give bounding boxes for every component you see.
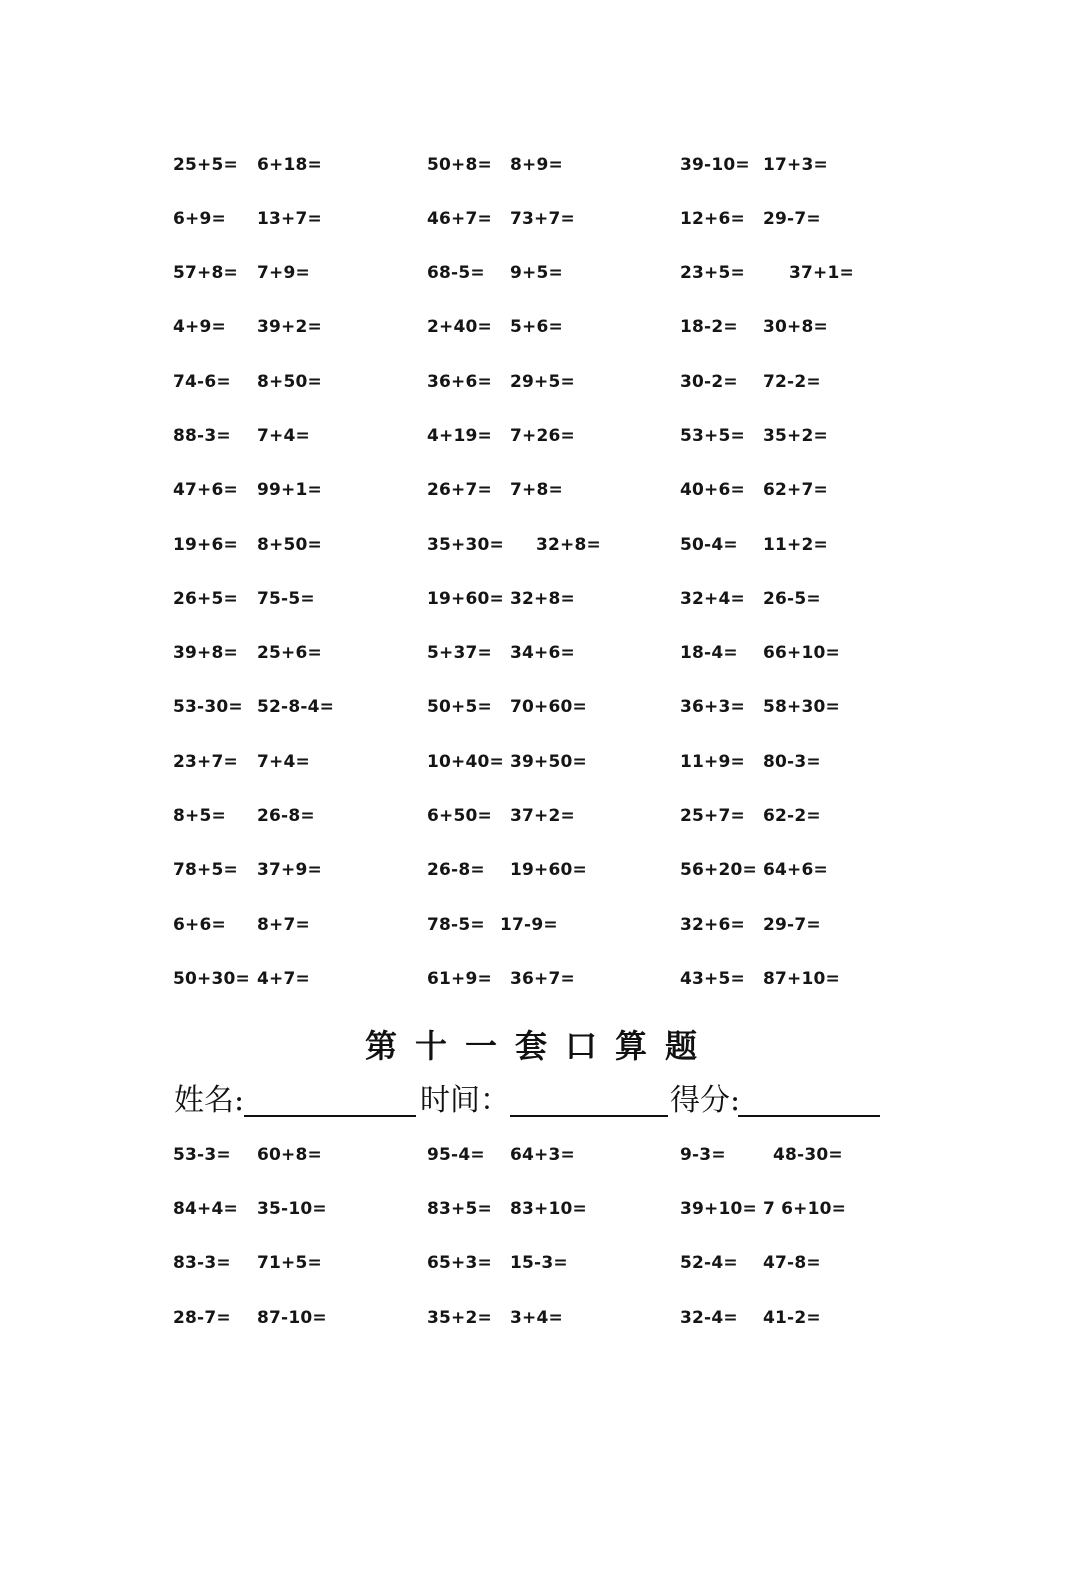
problem: 4+19=: [427, 426, 492, 446]
set-title: 第十一套口算题: [364, 1027, 715, 1065]
problem: 53-3=: [173, 1145, 231, 1165]
problem: 62+7=: [763, 480, 828, 500]
problem: 75-5=: [257, 589, 315, 609]
problem-row: [0, 203, 1080, 235]
problem: 35+30=: [427, 535, 505, 555]
problem: 35+2=: [427, 1308, 492, 1328]
problem: 57+8=: [173, 263, 238, 283]
problem: 12+6=: [680, 209, 745, 229]
problem: 29+5=: [510, 372, 575, 392]
problem: 41-2=: [763, 1308, 821, 1328]
problem: 5+6=: [510, 317, 563, 337]
problem: 68-5=: [427, 263, 485, 283]
problem: 39+8=: [173, 643, 238, 663]
problem: 6+50=: [427, 806, 492, 826]
problem: 37+9=: [257, 860, 322, 880]
problem: 71+5=: [257, 1253, 322, 1273]
problem: 70+60=: [510, 697, 588, 717]
problem: 19+60=: [427, 589, 505, 609]
problem-row: [0, 963, 1080, 995]
problem: 8+50=: [257, 372, 322, 392]
problem: 6+6=: [173, 915, 226, 935]
problem: 4+9=: [173, 317, 226, 337]
problem: 39-10=: [680, 155, 750, 175]
problem-row: [0, 1302, 1080, 1334]
problem: 50+5=: [427, 697, 492, 717]
problem-row: [0, 1193, 1080, 1225]
problem: 7+9=: [257, 263, 310, 283]
problem-row: [0, 529, 1080, 561]
problem: 5+37=: [427, 643, 492, 663]
problem-row: [0, 420, 1080, 452]
problem: 83-3=: [173, 1253, 231, 1273]
problem: 17+3=: [763, 155, 828, 175]
problem: 43+5=: [680, 969, 745, 989]
problem: 47-8=: [763, 1253, 821, 1273]
problem: 37+1=: [789, 263, 854, 283]
problem: 53-30=: [173, 697, 243, 717]
problem-row: [0, 257, 1080, 289]
problem: 73+7=: [510, 209, 575, 229]
problem: 74-6=: [173, 372, 231, 392]
problem: 23+5=: [680, 263, 745, 283]
problem-row: [0, 746, 1080, 778]
problem: 60+8=: [257, 1145, 322, 1165]
problem: 8+9=: [510, 155, 563, 175]
time-label: 时间：: [420, 1083, 510, 1118]
problem: 61+9=: [427, 969, 492, 989]
problem-row: [0, 311, 1080, 343]
problem-row: [0, 1247, 1080, 1279]
problem: 83+5=: [427, 1199, 492, 1219]
problem-row: [0, 366, 1080, 398]
problem-row: [0, 854, 1080, 886]
problem: 35+2=: [763, 426, 828, 446]
problem: 30-2=: [680, 372, 738, 392]
problem: 26-8=: [257, 806, 315, 826]
problem: 78+5=: [173, 860, 238, 880]
problem: 6+18=: [257, 155, 322, 175]
problem-row: [0, 691, 1080, 723]
problem: 25+6=: [257, 643, 322, 663]
problem: 23+7=: [173, 752, 238, 772]
time-blank[interactable]: [510, 1115, 668, 1117]
problem: 26+5=: [173, 589, 238, 609]
problem: 32+6=: [680, 915, 745, 935]
problem: 99+1=: [257, 480, 322, 500]
problem: 64+3=: [510, 1145, 575, 1165]
problem: 7 6+10=: [763, 1199, 847, 1219]
problem: 25+7=: [680, 806, 745, 826]
name-blank[interactable]: [244, 1115, 416, 1117]
problem: 18-4=: [680, 643, 738, 663]
problem: 17-9=: [500, 915, 558, 935]
problem: 39+2=: [257, 317, 322, 337]
problem: 95-4=: [427, 1145, 485, 1165]
problem-row: [0, 800, 1080, 832]
problem: 84+4=: [173, 1199, 238, 1219]
problem: 83+10=: [510, 1199, 588, 1219]
problem: 62-2=: [763, 806, 821, 826]
problem: 56+20=: [680, 860, 758, 880]
problem: 26+7=: [427, 480, 492, 500]
problem: 26-5=: [763, 589, 821, 609]
problem: 15-3=: [510, 1253, 568, 1273]
problem: 9+5=: [510, 263, 563, 283]
problem: 7+26=: [510, 426, 575, 446]
problem: 58+30=: [763, 697, 841, 717]
problem-row: [0, 1139, 1080, 1171]
problem: 34+6=: [510, 643, 575, 663]
student-info-row: [172, 1080, 892, 1124]
problem: 32-4=: [680, 1308, 738, 1328]
problem: 19+6=: [173, 535, 238, 555]
problem: 65+3=: [427, 1253, 492, 1273]
name-label: 姓名:: [174, 1083, 245, 1118]
problem: 11+2=: [763, 535, 828, 555]
problem: 18-2=: [680, 317, 738, 337]
problem: 40+6=: [680, 480, 745, 500]
problem: 4+7=: [257, 969, 310, 989]
problem: 10+40=: [427, 752, 505, 772]
problem: 7+8=: [510, 480, 563, 500]
problem: 19+60=: [510, 860, 588, 880]
problem: 50-4=: [680, 535, 738, 555]
problem: 36+6=: [427, 372, 492, 392]
problem: 36+3=: [680, 697, 745, 717]
problem: 87+10=: [763, 969, 841, 989]
problem: 46+7=: [427, 209, 492, 229]
problem: 80-3=: [763, 752, 821, 772]
problem: 88-3=: [173, 426, 231, 446]
problem-row: [0, 149, 1080, 181]
problem: 37+2=: [510, 806, 575, 826]
problem: 26-8=: [427, 860, 485, 880]
problem: 8+50=: [257, 535, 322, 555]
problem: 25+5=: [173, 155, 238, 175]
problem: 8+5=: [173, 806, 226, 826]
problem: 47+6=: [173, 480, 238, 500]
problem: 78-5=: [427, 915, 485, 935]
problem: 11+9=: [680, 752, 745, 772]
problem: 39+10=: [680, 1199, 758, 1219]
problem: 50+8=: [427, 155, 492, 175]
problem: 29-7=: [763, 915, 821, 935]
problem: 28-7=: [173, 1308, 231, 1328]
problem: 29-7=: [763, 209, 821, 229]
problem-row: [0, 909, 1080, 941]
problem: 53+5=: [680, 426, 745, 446]
problem: 9-3=: [680, 1145, 726, 1165]
problem: 48-30=: [773, 1145, 843, 1165]
problem: 50+30=: [173, 969, 251, 989]
problem: 64+6=: [763, 860, 828, 880]
problem: 30+8=: [763, 317, 828, 337]
problem: 7+4=: [257, 752, 310, 772]
problem: 52-4=: [680, 1253, 738, 1273]
problem: 72-2=: [763, 372, 821, 392]
problem: 32+8=: [510, 589, 575, 609]
score-label: 得分:: [670, 1083, 741, 1118]
problem: 7+4=: [257, 426, 310, 446]
problem: 13+7=: [257, 209, 322, 229]
problem: 39+50=: [510, 752, 588, 772]
score-blank[interactable]: [738, 1115, 880, 1117]
problem: 35-10=: [257, 1199, 327, 1219]
problem: 32+8=: [536, 535, 601, 555]
problem: 66+10=: [763, 643, 841, 663]
problem: 36+7=: [510, 969, 575, 989]
problem: 52-8-4=: [257, 697, 335, 717]
problem-row: [0, 637, 1080, 669]
problem: 6+9=: [173, 209, 226, 229]
problem: 3+4=: [510, 1308, 563, 1328]
problem-row: [0, 474, 1080, 506]
problem: 2+40=: [427, 317, 492, 337]
problem-row: [0, 583, 1080, 615]
problem: 87-10=: [257, 1308, 327, 1328]
problem: 8+7=: [257, 915, 310, 935]
problem: 32+4=: [680, 589, 745, 609]
